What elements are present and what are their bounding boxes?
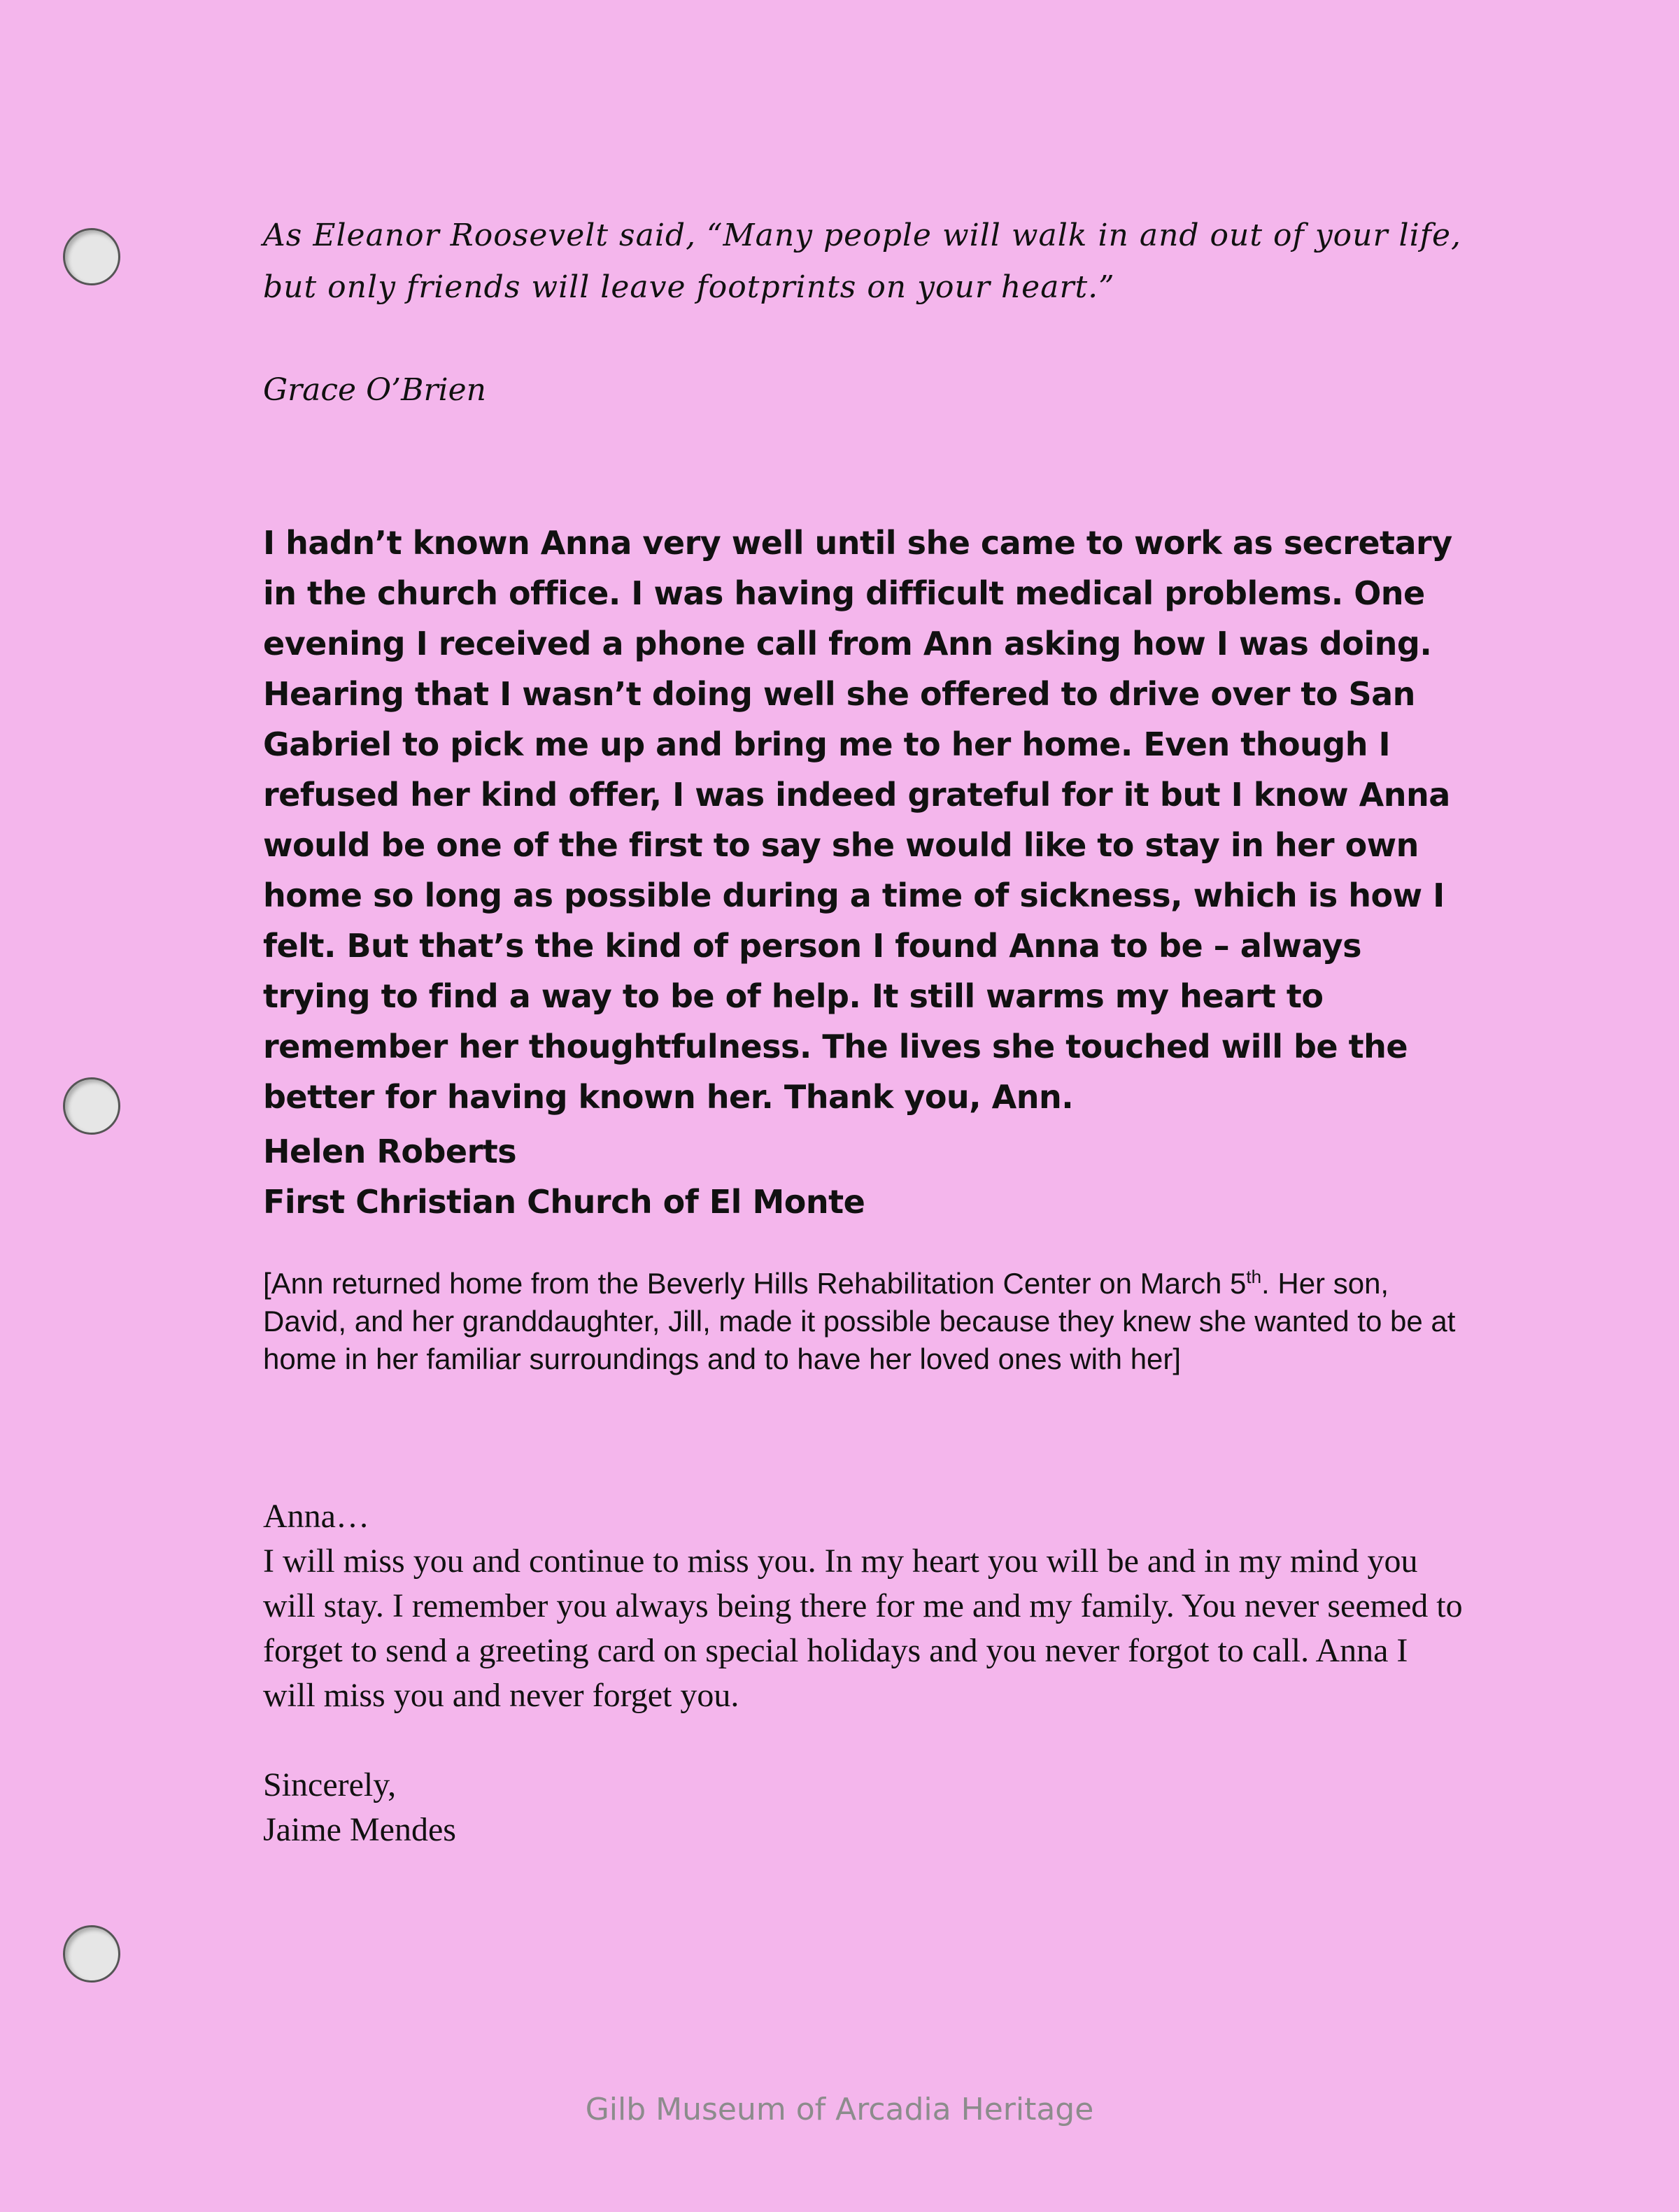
binder-hole bbox=[63, 1925, 120, 1983]
note-text-start: [Ann returned home from the Beverly Hills Rehabilitation Center on March 5 bbox=[263, 1267, 1247, 1300]
letter bbox=[263, 1494, 1466, 1852]
signature-organization: First Christian Church of El Monte bbox=[263, 1183, 865, 1221]
editor-note bbox=[263, 1265, 1466, 1378]
letter-body: I will miss you and continue to miss you. In my heart you will be and in my mind you will stay. I remember you always being there for me and my family. You never seemed to forget to send a greeting card on special holidays and you never forgot to call. Anna I will miss you and never forget you. bbox=[263, 1543, 1463, 1714]
note-text-end: . Her son, David, and her granddaughter, Jill, made it possible because they knew she wanted to be at home in her familiar surroundings and to have her loved ones with her] bbox=[263, 1267, 1456, 1375]
tribute-signature bbox=[263, 1126, 1466, 1227]
tribute-paragraph: I hadn’t known Anna very well until she came to work as secretary in the church office. I was having difficult medical problems. One evening I received a phone call from Ann asking how I was doing. Hearing that I wasn’t doing well she offered to drive over to San Gabriel to pick me up and bring me to her home. Even though I refused her kind offer, I was indeed grateful for it but I know Anna would be one of the first to say she would like to stay in her own home so long as possible during a time of sickness, which is how I felt. But that’s the kind of person I found Anna to be – always trying to find a way to be of help. It still warms my heart to remember her thoughtfulness. The lives she touched will be the better for having known her. Thank you, Ann. bbox=[263, 524, 1452, 1116]
letter-signature: Jaime Mendes bbox=[263, 1811, 456, 1848]
signature-name: Helen Roberts bbox=[263, 1133, 517, 1170]
letter-greeting: Anna… bbox=[263, 1498, 369, 1535]
quote-author: Grace O’Brien bbox=[263, 372, 486, 408]
museum-watermark: Gilb Museum of Arcadia Heritage bbox=[585, 2092, 1094, 2127]
letter-closing: Sincerely, bbox=[263, 1766, 397, 1803]
binder-hole bbox=[63, 1077, 120, 1135]
roosevelt-quote: As Eleanor Roosevelt said, “Many people will walk in and out of your life, but only friends will leave footprints on your heart.” bbox=[263, 218, 1461, 305]
note-superscript: th bbox=[1246, 1266, 1262, 1287]
binder-hole bbox=[63, 228, 120, 285]
